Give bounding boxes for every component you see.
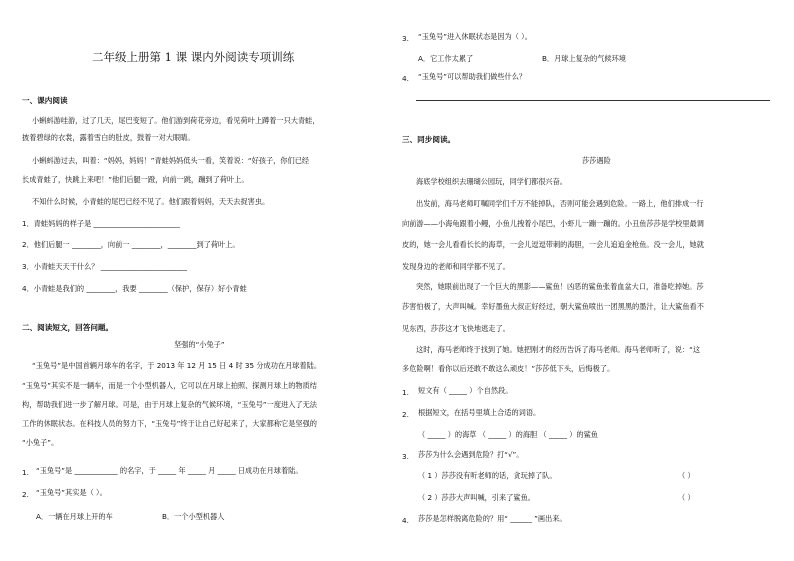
- section3-q1-number: 1.: [402, 388, 409, 397]
- section1-question-2[interactable]: 2．他们后腿一 ________，向前一 ________，________到了荷叶上。: [22, 240, 240, 249]
- section2-question-4[interactable]: “玉兔号”可以帮助我们做些什么？: [418, 72, 527, 81]
- section1-para1-line2: 披着碧绿的衣裳，露着雪白的肚皮，鼓着一对大眼睛。: [22, 133, 195, 142]
- section2-para-line5: “小兔子”。: [22, 438, 59, 447]
- section1-question-4[interactable]: 4．小青蛙是我们的 ________，我要 ________（保护，保存）好小青蛙: [22, 284, 247, 293]
- section2-q3-option-a[interactable]: A．它工作太累了: [418, 54, 474, 63]
- section2-passage-title: 坚强的“小兔子”: [174, 340, 225, 349]
- section2-para-line3: 构，帮助我们进一步了解月球。可是，由于月球上复杂的气候环境，“玉兔号”一度进入了无法: [22, 400, 317, 409]
- section3-para2-line1: 出发前，海马老师叮嘱同学们千万不能掉队，否则可能会遇到危险。一路上，他们排成一行: [416, 199, 704, 208]
- section1-question-3[interactable]: 3．小青蛙天天干什么？ ________________________: [22, 262, 187, 271]
- section3-para4-line1: 这时，海马老师终于找到了她。她把刚才的经历告诉了海马老师。海马老师听了，说：“这: [416, 345, 701, 354]
- section3-para3-line3: 见东西，莎莎这才飞快地逃走了。: [402, 324, 510, 333]
- section2-para-line2: “玉兔号”其实不是一辆车，而是一个小型机器人，它可以在月球上拍照、探测月球上的物质结: [22, 381, 317, 390]
- section3-question-2[interactable]: 根据短文，在括号里填上合适的词语。: [418, 408, 541, 417]
- section3-q3-option-2-paren[interactable]: （ ）: [678, 493, 695, 502]
- section2-q2-number: 2.: [22, 490, 29, 499]
- section1-para3: 不知什么时候，小青蛙的尾巴已经不见了。他们跟着妈妈，天天去捉害虫。: [32, 197, 270, 206]
- section3-q3-option-2[interactable]: （ 2 ）莎莎大声叫喊，引来了鲨鱼。: [418, 493, 535, 502]
- section2-q3-option-b[interactable]: B．月球上复杂的气候环境: [542, 54, 626, 63]
- section3-q3-option-1[interactable]: （ 1 ）莎莎没有听老师的话，贪玩掉了队。: [418, 471, 557, 480]
- section2-heading: 二、阅读短文，回答问题。: [22, 323, 114, 332]
- section2-q2-option-a[interactable]: A．一辆在月球上开的车: [36, 512, 113, 521]
- section1-para2-line1: 小蝌蚪游过去，叫着：“妈妈，妈妈！”青蛙妈妈低头一看，笑着说：“好孩子，你们已经: [32, 156, 310, 165]
- section2-q2-option-b[interactable]: B．一个小型机器人: [162, 512, 225, 521]
- page-title: 二年级上册第 1 课 课内外阅读专项训练: [92, 50, 295, 64]
- section3-para2-line2: 向前游——小海龟跟着小鳗，小鱼儿拽着小尾巴，小虾儿一蹦一蹦的。小丑鱼莎莎是学校里最调: [402, 219, 704, 228]
- section3-q3-option-1-paren[interactable]: （ ）: [678, 471, 695, 480]
- section3-question-4[interactable]: 莎莎是怎样脱离危险的？用“ ______ ”画出来。: [418, 514, 567, 523]
- section2-question-1[interactable]: “玉兔号”是 ____________ 的名字，于 _____ 年 _____ 月 _____ 日成功在月球着陆。: [36, 466, 303, 475]
- section3-question-3[interactable]: 莎莎为什么会遇到危险？打“√”。: [418, 450, 524, 459]
- section1-para2-line2: 长成青蛙了，快跳上来吧！”他们后腿一蹬，向前一跳，蹦到了荷叶上。: [22, 175, 249, 184]
- section2-q1-number: 1.: [22, 468, 29, 477]
- section1-question-1[interactable]: 1．青蛙妈妈的样子是 ________________________: [22, 219, 180, 228]
- section3-para4-line2: 多危险啊！看你以后还敢不敢这么顽皮！”莎莎低下头，后悔极了。: [402, 364, 615, 373]
- section3-q3-number: 3.: [402, 452, 409, 461]
- section2-question-3[interactable]: “玉兔号”进入休眠状态是因为（ ）。: [418, 32, 532, 41]
- section3-q4-number: 4.: [402, 516, 409, 525]
- section3-para2-line3: 皮的，她一会儿看看长长的海草，一会儿逗逗带刺的海胆，一会儿追追金枪鱼。没一会儿，她就: [402, 240, 704, 249]
- section2-q4-number: 4.: [402, 74, 409, 83]
- section3-para2-line4: 发现身边的老师和同学都不见了。: [402, 262, 510, 271]
- section2-q4-answer-line[interactable]: [416, 100, 770, 101]
- section3-q2-number: 2.: [402, 410, 409, 419]
- section3-para3-line1: 突然，她眼前出现了一个巨大的黑影——鲨鱼！凶恶的鲨鱼张着血盆大口，准备吃掉她。莎: [416, 282, 704, 291]
- section2-para-line4: 工作的休眠状态。在科技人员的努力下，“玉兔号”终于让自己好起来了，大家都称它是坚强的: [22, 419, 317, 428]
- section3-question-1[interactable]: 短文有（ _____ ）个自然段。: [418, 386, 513, 395]
- section2-question-2[interactable]: “玉兔号”其实是（ ）。: [36, 488, 107, 497]
- section2-para-line1: “玉兔号”是中国首辆月球车的名字，于 2013 年 12 月 15 日 4 时 35 分成功在月球着陆。: [32, 361, 322, 370]
- section1-heading: 一、课内阅读: [22, 96, 68, 105]
- section2-q3-number: 3.: [402, 34, 409, 43]
- section1-para1-line1: 小蝌蚪游哇游，过了几天，尾巴变短了。他们游到荷花旁边，看见荷叶上蹲着一只大青蛙，: [32, 116, 320, 125]
- section3-passage-title: 莎莎遇险: [582, 156, 611, 165]
- section3-q2-blanks[interactable]: （ _____ ）的海草 （ _____ ）的海胆 （ _____ ）的鲨鱼: [418, 430, 598, 439]
- section3-heading: 三、同步阅读。: [402, 135, 456, 144]
- section3-para3-line2: 莎害怕极了，大声叫喊。幸好墨鱼大叔正好经过，朝大鲨鱼喷出一团黑黑的墨汁，让大鲨鱼看不: [402, 302, 704, 311]
- section3-para1: 海底学校组织去珊瑚公园玩，同学们都很兴奋。: [416, 177, 567, 186]
